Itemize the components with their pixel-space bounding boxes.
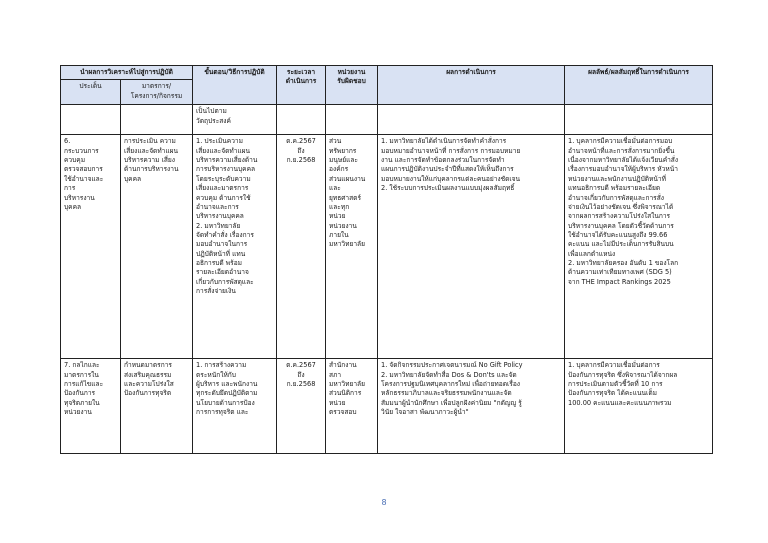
- cell-line: อำนาจและการ: [196, 202, 239, 211]
- cell-line: ตรวจสอบ: [329, 408, 357, 417]
- cell-line: เพื่อแลกตำแหน่ง: [568, 249, 616, 258]
- cell-line: มหาวิทยาลัย: [329, 240, 365, 249]
- cell-line: ผู้บริหาร และพนักงาน: [196, 380, 258, 389]
- cell-line: เสี่ยงและจัดทำแผน: [196, 146, 251, 155]
- cell-line: ตระหนักให้กับ: [196, 370, 236, 379]
- cell-line: ถึง: [297, 370, 305, 379]
- cell-line: เนื่องจากมหาวิทยาลัยได้แจ้งเวียนคำสั่ง: [568, 156, 679, 165]
- cell-line: จาก THE Impact Rankings 2025: [568, 277, 671, 286]
- cell-line: ควบคุม: [64, 156, 86, 165]
- cell-line: ทรัพยากร: [329, 146, 357, 155]
- cell-line: รายละเอียดอำนาจ: [196, 268, 249, 277]
- cell-line: บริหารงาน: [64, 193, 95, 202]
- cell-line: ทุจริตภายใน: [64, 398, 100, 407]
- cell-line: ต.ค.2567: [286, 361, 316, 370]
- cell-unit: [326, 135, 378, 359]
- cell-line: 1. การสร้างความ: [196, 361, 247, 370]
- cell-line: โครงการปฐมนิเทศบุคลากรใหม่ เพื่อถ่ายทอดเรื่อง: [381, 380, 520, 389]
- cell-line: ป้องกันการ: [64, 389, 96, 398]
- cell-period: [277, 105, 326, 135]
- cell-line: สภา: [329, 370, 342, 379]
- cell-line: การประเมิน ความ: [124, 137, 176, 146]
- cell-line: สำนักงาน: [329, 361, 357, 370]
- cell-line: ใช้อำนาจและ: [64, 174, 104, 183]
- cell-line: การแก้ไขและ: [64, 380, 104, 389]
- cell-line: 100.00 คะแนนและคะแนนภาพรวม: [568, 398, 672, 407]
- cell-line: จากผลการสร้างความโปร่งใสในการ: [568, 212, 671, 221]
- cell-line: มาตรการใน: [64, 370, 99, 379]
- cell-line: 7. กลไกและ: [64, 361, 100, 370]
- cell-line: หลักธรรมาภิบาลและจริยธรรมพนักงานและจัด: [381, 389, 512, 398]
- cell-line: ด้านการบริหารงาน: [124, 165, 179, 174]
- cell-line: จ่ายเงินไว้อย่างชัดเจน ซึ่งพิจารณาได้: [568, 202, 674, 211]
- cell-line: กำหนดมาตรการ: [124, 361, 172, 370]
- cell-issue: [61, 359, 121, 454]
- cell-line: ป้องกันการทุจริต ซึ่งพิจารณาได้จากผล: [568, 370, 678, 379]
- cell-line: โดยระบุระดับความ: [196, 174, 251, 183]
- cell-line: ภายใน: [329, 230, 349, 239]
- cell-line: ส่วนแผนงาน: [329, 174, 366, 183]
- table-row: [61, 135, 713, 359]
- cell-line: ส่งเสริมคุณธรรม: [124, 370, 172, 379]
- report-table: [60, 65, 713, 454]
- cell-line: หน่วยงานและพนักงานปฏิบัติหน้าที่: [568, 174, 666, 183]
- cell-line: บริหารงานบุคคล โดยตัวชี้วัดด้านการ: [568, 221, 674, 230]
- cell-line: งาน และการจัดทำข้อตกลงร่วมในการจัดทำ: [381, 156, 505, 165]
- cell-line: บริหารงานบุคคล: [196, 212, 244, 221]
- cell-line: และความโปร่งใส: [124, 380, 174, 389]
- cell-issue: [61, 105, 121, 135]
- cell-unit: [326, 359, 378, 454]
- cell-period: [277, 359, 326, 454]
- cell-line: มอบอำนาจในการ: [196, 240, 248, 249]
- cell-line: ป้องกันการทุจริต: [124, 389, 172, 398]
- cell-line: หน่วย: [329, 398, 346, 407]
- cell-line: หน่วยงาน: [64, 408, 92, 417]
- cell-line: 1. ประเมินความ: [196, 137, 243, 146]
- cell-line: กระบวนการ: [64, 146, 99, 155]
- cell-line: ทุกระดับยึดปฏิบัติตาม: [196, 389, 258, 398]
- cell-line: แทนอธิการบดี พร้อมรายละเอียด: [568, 184, 661, 193]
- header-analysis-group: นำผลการวิเคราะห์ไปสู่การปฏิบัติ: [61, 66, 193, 80]
- cell-line: เรื่องการมอบอำนาจให้ผู้บริหาร หัวหน้า: [568, 165, 678, 174]
- cell-line: วินัย ใจอาสา พัฒนาภาวะผู้นำ": [381, 408, 469, 417]
- cell-line: อำนาจเกี่ยวกับการพัสดุและการสั่ง: [568, 193, 664, 202]
- cell-line: ด้านความเท่าเทียมทางเพศ (SDG 5): [568, 268, 672, 277]
- cell-results: [378, 105, 565, 135]
- cell-line: มหาวิทยาลัย: [329, 380, 365, 389]
- cell-unit: [326, 105, 378, 135]
- cell-line: ก.ย.2568: [286, 380, 316, 389]
- table-row: [61, 105, 713, 135]
- cell-line: เสี่ยงและมาตรการ: [196, 184, 249, 193]
- cell-line: การสั่งจ่ายเงิน: [196, 287, 236, 296]
- cell-line: คะแนน และไม่มีประเด็นการรับสินบน: [568, 240, 674, 249]
- cell-line: บุคคล: [124, 174, 142, 183]
- cell-line: ควบคุม ด้านการใช้: [196, 193, 251, 202]
- cell-line: การประเมินตามตัวชี้วัดที่ 10 การ: [568, 380, 663, 389]
- cell-line: แผนการปฏิบัติงานประจำปีที่แสดงให้เห็นถึงการ: [381, 165, 514, 174]
- cell-line: 2. ใช้ระบบการประเมินผลงานแบบมุ่งผลสัมฤทธิ์: [381, 184, 515, 193]
- header-period: ระยะเวลา ดำเนินการ: [277, 66, 326, 105]
- cell-line: 1. บุคลากรมีความเชื่อมั่นต่อการมอบ: [568, 137, 673, 146]
- cell-line: วัตถุประสงค์: [196, 116, 231, 125]
- cell-line: เกี่ยวกับการพัสดุและ: [196, 277, 254, 286]
- table-row: [61, 359, 713, 454]
- header-results: ผลการดำเนินการ: [378, 66, 565, 105]
- cell-results: [378, 359, 565, 454]
- cell-line: 2. มหาวิทยาลัย: [196, 221, 241, 230]
- cell-steps: [193, 359, 277, 454]
- page-number: 8: [381, 498, 387, 507]
- header-steps: ขั้นตอน/วิธีการปฏิบัติ: [193, 66, 277, 105]
- header-measures: มาตรการ/ โครงการ/กิจกรรม: [121, 80, 193, 105]
- cell-steps: [193, 135, 277, 359]
- cell-line: เป็นไปตาม: [196, 107, 227, 116]
- cell-line: อธิการบดี พร้อม: [196, 259, 242, 268]
- cell-line: บริหารความ เสี่ยง: [124, 156, 175, 165]
- cell-line: การ: [64, 184, 76, 193]
- cell-line: มอบหมายอำนาจหน้าที่ การสั่งการ การมอบหมาย: [381, 146, 521, 155]
- cell-line: หน่วยงาน: [329, 221, 357, 230]
- cell-outcome: [565, 135, 713, 359]
- cell-line: องค์กร: [329, 165, 349, 174]
- cell-line: ถึง: [297, 146, 305, 155]
- cell-line: 1. บุคลากรมีความเชื่อมั่นต่อการ: [568, 361, 660, 370]
- cell-line: ปฏิบัติหน้าที่ แทน: [196, 249, 246, 258]
- cell-measures: [121, 135, 193, 359]
- cell-line: ต.ค.2567: [286, 137, 316, 146]
- cell-line: นโยบายด้านการป้อง: [196, 398, 255, 407]
- cell-line: มนุษย์และ: [329, 156, 358, 165]
- cell-line: ตรวจสอบการ: [64, 165, 103, 174]
- cell-line: การการทุจริต และ: [196, 408, 249, 417]
- cell-results: [378, 135, 565, 359]
- cell-line: 1. มหาวิทยาลัยได้ดำเนินการจัดทำคำสั่งการ: [381, 137, 507, 146]
- header-outcome: ผลลัพธ์/ผลสัมฤทธิ์ในการดำเนินการ: [565, 66, 713, 105]
- cell-line: ก.ย.2568: [286, 156, 316, 165]
- cell-line: 2. มหาวิทยาลัยจัดทำสื่อ Dos & Don'ts และจัด: [381, 370, 517, 379]
- cell-measures: [121, 105, 193, 135]
- cell-outcome: [565, 359, 713, 454]
- cell-line: จัดทำคำสั่ง เรื่องการ: [196, 230, 254, 239]
- header-unit: หน่วยงาน รับผิดชอบ: [326, 66, 378, 105]
- cell-line: มอบหมายงานให้แก่บุคลากรแต่ละคนอย่างชัดเจน: [381, 174, 521, 183]
- cell-period: [277, 135, 326, 359]
- cell-line: หน่วย: [329, 212, 346, 221]
- cell-line: เสี่ยงและจัดทำแผน: [124, 146, 179, 155]
- cell-outcome: [565, 105, 713, 135]
- cell-line: 6.: [64, 137, 71, 146]
- cell-line: และ: [329, 184, 341, 193]
- cell-line: ส่วนนิติการ: [329, 389, 362, 398]
- cell-line: บุคคล: [64, 202, 82, 211]
- cell-line: และทุก: [329, 202, 350, 211]
- cell-steps: [193, 105, 277, 135]
- cell-line: ยุทธศาสตร์: [329, 193, 361, 202]
- header-issue: ประเด็น: [61, 80, 121, 105]
- cell-measures: [121, 359, 193, 454]
- cell-line: อำนาจหน้าที่และการสั่งการมากยิ่งขึ้น: [568, 146, 675, 155]
- cell-line: ใช้อำนาจได้รับคะแนนสูงถึง 99.66: [568, 230, 668, 239]
- cell-line: 2. มหาวิทยาลัยครอง อันดับ 1 ของโลก: [568, 259, 679, 268]
- cell-line: การบริหารงานบุคคล: [196, 165, 256, 174]
- cell-line: ป้องกันการทุจริต ได้คะแนนเต็ม: [568, 389, 657, 398]
- cell-line: ส่วน: [329, 137, 342, 146]
- cell-line: สัมมนาผู้นำนักศึกษา เพื่อปลูกฝังค่านิยม "กตัญญู รู้: [381, 398, 522, 407]
- cell-issue: [61, 135, 121, 359]
- cell-line: 1. จัดกิจกรรมประกาศเจตนารมณ์ No Gift Policy: [381, 361, 523, 370]
- cell-line: บริหารความเสี่ยงด้าน: [196, 156, 258, 165]
